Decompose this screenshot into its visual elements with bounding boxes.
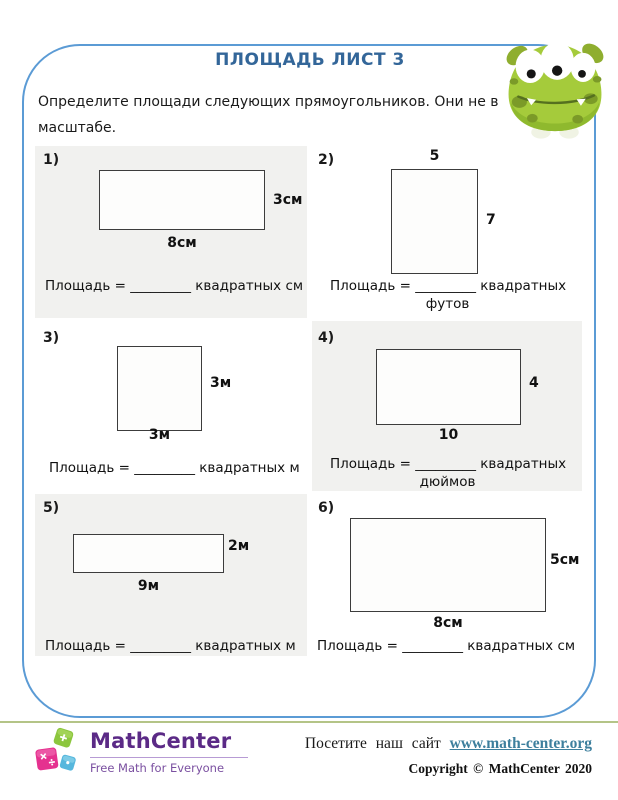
dimension-label-bottom: 8см [433,615,463,631]
instructions-text: Определите площади следующих прямоугольников. Они не в масштабе. [38,94,499,136]
problem-number: 3) [43,330,60,346]
dimension-label-right: 4 [529,375,539,391]
problem-card-1 [35,146,307,318]
problem-number: 4) [318,330,335,346]
dimension-label-right: 2м [228,538,250,554]
dimension-label-bottom: 10 [438,427,459,443]
rectangle-shape [99,170,265,230]
dimension-label-bottom: 8см [167,235,197,251]
visit-line [270,735,592,753]
problem-number: 6) [318,500,335,516]
dimension-label-right: 7 [486,212,496,228]
dimension-label-bottom: 3м [148,427,171,443]
answer-line: Площадь = _________ квадратных см [45,278,304,294]
website-link[interactable]: www.math-center.org [449,735,592,752]
copyright-text: Copyright © MathCenter 2020 [408,761,592,776]
problem-number: 5) [43,500,60,516]
dimension-label-bottom: 9м [137,578,160,594]
monster-mascot-icon [501,37,609,141]
problem-card-5 [35,494,307,656]
page-title: ПЛОЩАДЬ ЛИСТ 3 [215,50,405,70]
visit-text: Посетите наш сайт [304,735,450,752]
answer-line: Площадь = _________ квадратных м [45,638,296,654]
answer-line: Площадь = _________ квадратных м [49,460,300,476]
logo-title: MathCenter [90,729,232,753]
rectangle-shape [350,518,546,612]
problem-number: 1) [43,152,60,168]
answer-line: Площадь = _________ квадратных см [317,638,576,654]
problem-number: 2) [318,152,335,168]
answer-line: Площадь = _________ квадратных [330,456,567,472]
rectangle-shape [73,534,224,573]
problem-card-3 [35,321,307,491]
problem-card-2 [312,146,582,318]
dimension-label-right: 5см [550,552,580,568]
dice-logo-icon [34,724,86,786]
problem-card-6 [312,494,582,656]
logo-underline [90,757,248,758]
rectangle-shape [391,169,478,274]
answer-line: Площадь = _________ квадратных [330,278,567,294]
footer-divider [0,721,618,723]
logo-tagline: Free Math for Everyone [90,761,225,775]
answer-line-2: футов [425,296,470,312]
problem-card-4 [312,321,582,491]
answer-line-2: дюймов [419,474,476,490]
rectangle-shape [376,349,521,425]
rectangle-shape [117,346,202,431]
dimension-label-right: 3м [210,375,232,391]
dimension-label-top: 5 [429,148,440,164]
dimension-label-right: 3см [273,192,303,208]
